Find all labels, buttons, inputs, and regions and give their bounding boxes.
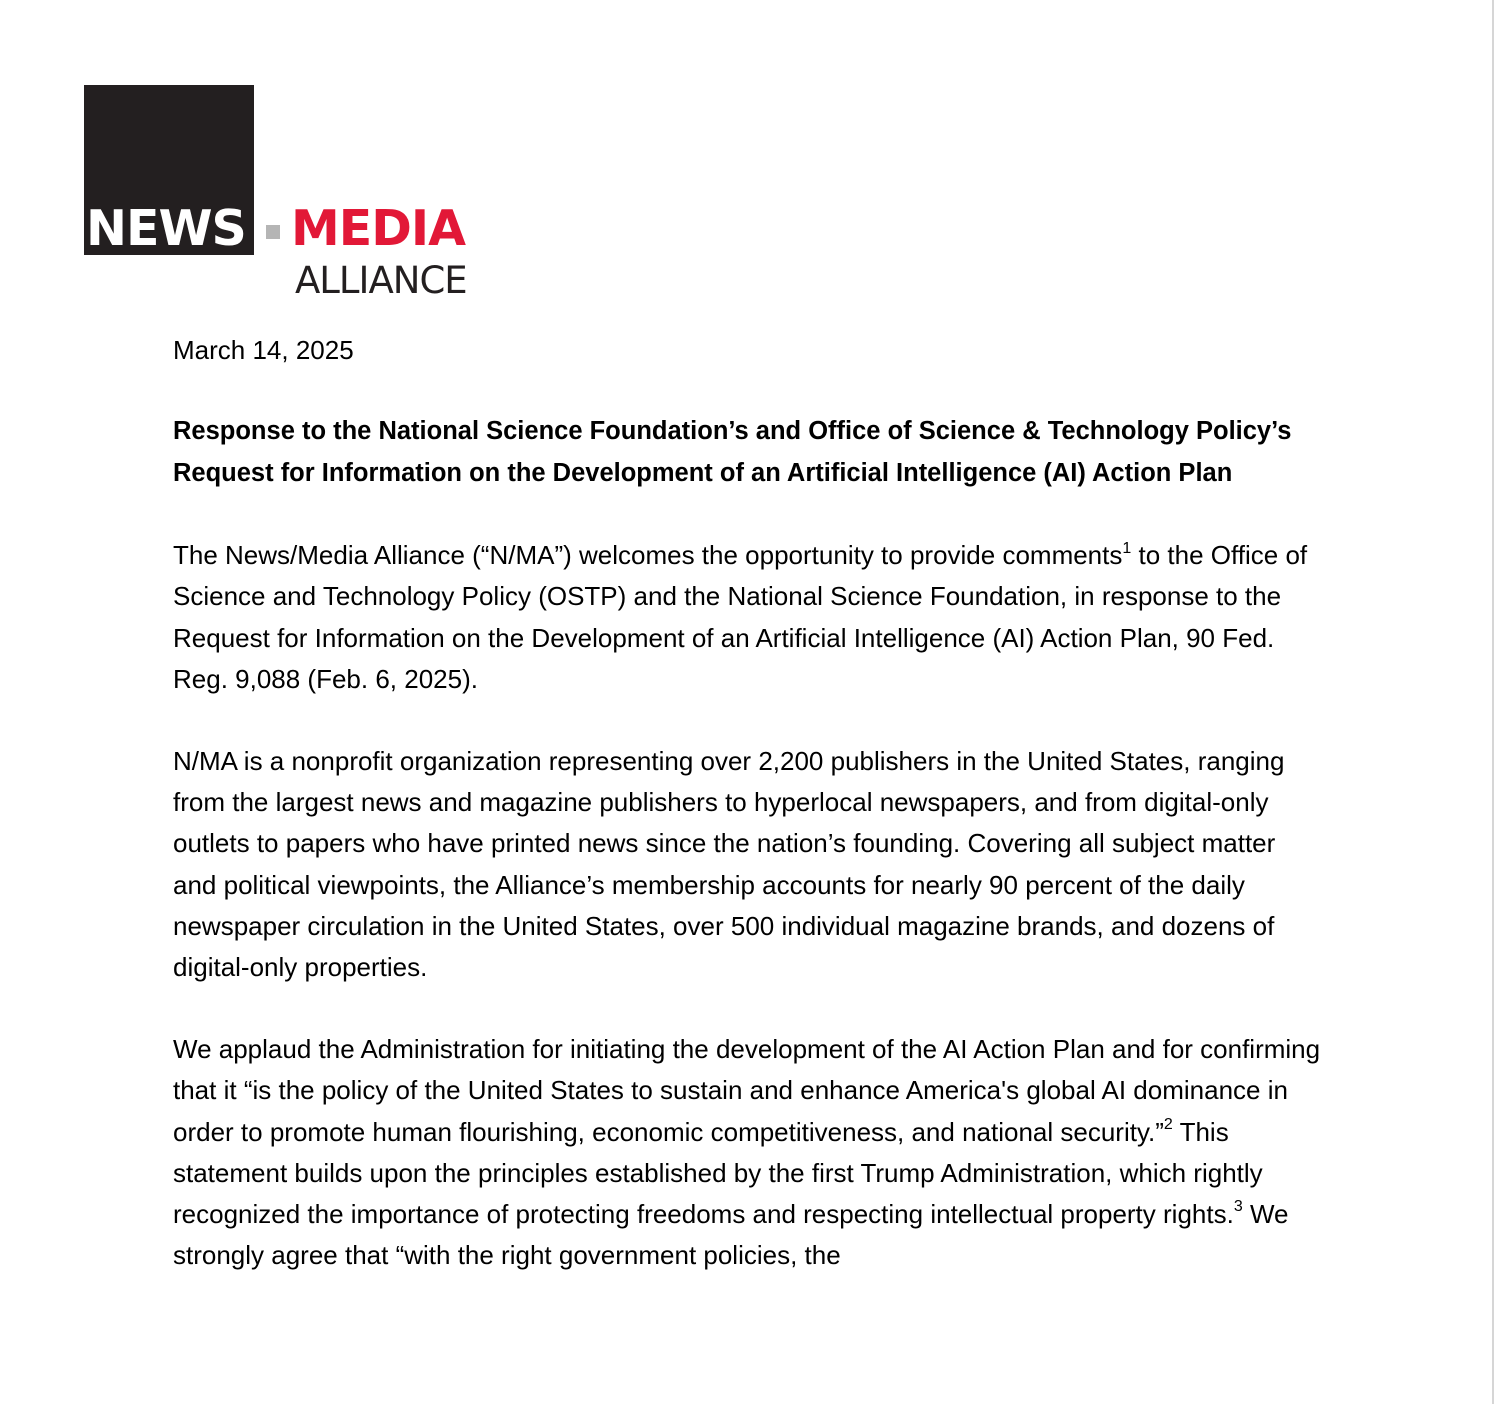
paragraph-applaud-text-1: We applaud the Administration for initiating the development of the AI Action Plan and for confirming that it “is the policy of the United States to sustain and enhance America's global AI dominance in order to promote human flourishing, economic competitiveness, and national security.”	[173, 1034, 1321, 1147]
paragraph-applaud-text-3: We strongly agree that “with the right government policies, the	[173, 1199, 1289, 1271]
paragraph-applaud	[173, 1029, 1323, 1276]
footnote-ref-1[interactable]: 1	[1122, 539, 1132, 557]
title-line-1: Response to the National Science Foundation’s and Office of Science & Technology Policy’s	[173, 417, 1292, 446]
paragraph-applaud-text-2: This statement builds upon the principles established by the first Trump Administration, which rightly recognized the importance of protecting freedoms and respecting intellectual property rights.	[173, 1116, 1263, 1230]
paragraph-about-nma: N/MA is a nonprofit organization representing over 2,200 publishers in the United States, ranging from the largest news and magazine publishers to hyperlocal newspapers, and from digital-only outlets to papers who have printed news since the nation’s founding. Covering all subject matter and political viewpoints, the Alliance’s membership accounts for nearly 90 percent of the daily newspaper circulation in the United States, over 500 individual magazine brands, and dozens of digital-only properties.	[173, 746, 1285, 983]
logo-separator-dot	[266, 225, 280, 239]
document-body	[173, 330, 1323, 1276]
document-title	[173, 410, 1323, 494]
document-date: March 14, 2025	[173, 335, 354, 365]
footnote-ref-2[interactable]: 2	[1163, 1115, 1173, 1133]
news-media-alliance-logo	[84, 85, 504, 300]
title-line-2: Request for Information on the Development of an Artificial Intelligence (AI) Action Plan	[173, 459, 1233, 488]
footnote-ref-3[interactable]: 3	[1233, 1198, 1243, 1216]
paragraph-intro-text-1: The News/Media Alliance (“N/MA”) welcomes the opportunity to provide comments	[173, 540, 1123, 571]
logo-media-text: MEDIA	[291, 200, 466, 257]
logo-news-text: NEWS	[86, 200, 246, 257]
paragraph-intro	[173, 535, 1323, 700]
paragraph-intro-text-2: to the Office of Science and Technology Policy (OSTP) and the National Science Foundation, in response to the Request for Information on the Development of an Artificial Intelligence (AI) Action Plan, 90 Fed. Reg. 9,088 (Feb. 6, 2025).	[173, 540, 1308, 694]
logo-alliance-text: ALLIANCE	[295, 259, 467, 302]
